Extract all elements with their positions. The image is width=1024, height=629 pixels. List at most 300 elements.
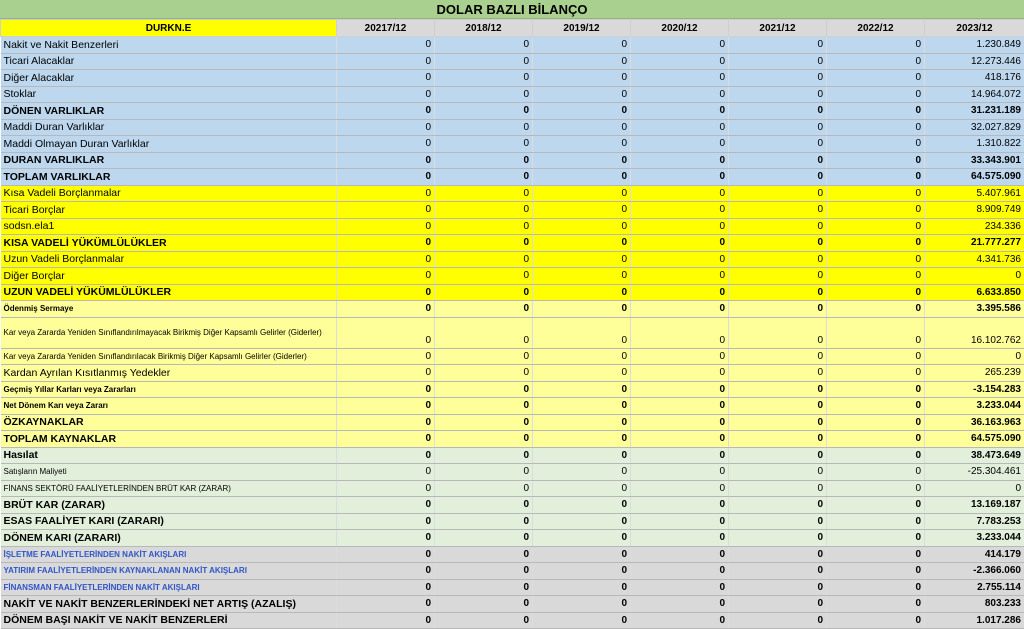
value-cell[interactable]: 0 [533, 119, 631, 136]
value-cell[interactable]: 0 [827, 185, 925, 202]
value-cell[interactable]: 0 [337, 136, 435, 153]
value-cell[interactable]: 31.231.189 [925, 103, 1024, 120]
value-cell[interactable]: 0 [631, 546, 729, 563]
value-cell[interactable]: 0 [533, 398, 631, 415]
value-cell[interactable]: 0 [435, 414, 533, 431]
value-cell[interactable]: 0 [729, 414, 827, 431]
row-label-cell[interactable]: TOPLAM VARLIKLAR [1, 169, 337, 186]
ticker-header[interactable]: DURKN.E [1, 20, 337, 37]
value-cell[interactable]: 0 [337, 37, 435, 54]
value-cell[interactable]: 0 [533, 464, 631, 481]
table-row [1, 284, 1024, 301]
value-cell[interactable]: 0 [337, 381, 435, 398]
value-cell[interactable]: 0 [337, 546, 435, 563]
value-cell[interactable]: 0 [827, 251, 925, 268]
table-row [1, 136, 1024, 153]
row-label-cell[interactable]: Ticari Alacaklar [1, 53, 337, 70]
value-cell[interactable]: 0 [435, 431, 533, 448]
value-cell[interactable]: 0 [729, 596, 827, 613]
value-cell[interactable]: 0 [631, 185, 729, 202]
period-header[interactable]: 2021/12 [729, 20, 827, 37]
value-cell[interactable]: 0 [533, 202, 631, 219]
value-cell[interactable]: 0 [533, 268, 631, 285]
value-cell[interactable]: 0 [533, 70, 631, 87]
value-cell[interactable]: 0 [729, 136, 827, 153]
value-cell[interactable]: 234.336 [925, 218, 1024, 235]
value-cell[interactable]: 0 [435, 86, 533, 103]
value-cell[interactable]: 0 [631, 464, 729, 481]
value-cell[interactable]: 0 [435, 464, 533, 481]
value-cell[interactable]: 0 [337, 53, 435, 70]
row-label-cell[interactable]: YATIRIM FAALİYETLERİNDEN KAYNAKLANAN NAKİT AKIŞLARI [1, 563, 337, 580]
value-cell[interactable]: 0 [533, 431, 631, 448]
value-cell[interactable]: -3.154.283 [925, 381, 1024, 398]
row-label-cell[interactable]: TOPLAM KAYNAKLAR [1, 431, 337, 448]
value-cell[interactable]: 0 [337, 301, 435, 318]
row-label-cell[interactable]: Ödenmiş Sermaye [1, 301, 337, 318]
value-cell[interactable]: 265.239 [925, 365, 1024, 382]
value-cell[interactable]: 0 [435, 317, 533, 348]
value-cell[interactable]: 0 [435, 53, 533, 70]
value-cell[interactable]: 0 [533, 103, 631, 120]
row-label-cell[interactable]: İŞLETME FAALİYETLERİNDEN NAKİT AKIŞLARI [1, 546, 337, 563]
value-cell[interactable]: 414.179 [925, 546, 1024, 563]
value-cell[interactable]: 0 [533, 136, 631, 153]
value-cell[interactable]: 0 [533, 169, 631, 186]
value-cell[interactable]: 0 [337, 579, 435, 596]
value-cell[interactable]: 0 [827, 596, 925, 613]
value-cell[interactable]: 0 [827, 381, 925, 398]
value-cell[interactable]: 0 [631, 53, 729, 70]
value-cell[interactable]: 0 [337, 86, 435, 103]
value-cell[interactable]: 2.755.114 [925, 579, 1024, 596]
row-label-cell[interactable]: Net Dönem Karı veya Zararı [1, 398, 337, 415]
value-cell[interactable]: 0 [729, 431, 827, 448]
value-cell[interactable]: 0 [827, 37, 925, 54]
value-cell[interactable]: 0 [827, 202, 925, 219]
value-cell[interactable]: 0 [631, 381, 729, 398]
value-cell[interactable]: 0 [337, 152, 435, 169]
value-cell[interactable]: 0 [337, 119, 435, 136]
value-cell[interactable]: 1.230.849 [925, 37, 1024, 54]
value-cell[interactable]: 0 [435, 169, 533, 186]
value-cell[interactable]: 0 [533, 414, 631, 431]
value-cell[interactable]: 0 [729, 464, 827, 481]
value-cell[interactable]: 64.575.090 [925, 169, 1024, 186]
value-cell[interactable]: 32.027.829 [925, 119, 1024, 136]
row-label-cell[interactable]: Kar veya Zararda Yeniden Sınıflandırılacak Birikmiş Diğer Kapsamlı Gelirler (Giderler) [1, 348, 337, 365]
value-cell[interactable]: 0 [337, 563, 435, 580]
row-label-cell[interactable]: Ticari Borçlar [1, 202, 337, 219]
value-cell[interactable]: 38.473.649 [925, 447, 1024, 464]
period-header[interactable]: 2019/12 [533, 20, 631, 37]
row-label-cell[interactable]: Kısa Vadeli Borçlanmalar [1, 185, 337, 202]
value-cell[interactable]: 0 [435, 235, 533, 252]
value-cell[interactable]: 0 [729, 497, 827, 514]
value-cell[interactable]: 0 [729, 185, 827, 202]
value-cell[interactable]: 0 [533, 152, 631, 169]
value-cell[interactable]: 0 [435, 251, 533, 268]
value-cell[interactable]: 0 [631, 268, 729, 285]
value-cell[interactable]: 7.783.253 [925, 513, 1024, 530]
value-cell[interactable]: 0 [435, 579, 533, 596]
period-header[interactable]: 2023/12 [925, 20, 1024, 37]
value-cell[interactable]: 0 [435, 398, 533, 415]
value-cell[interactable]: 0 [631, 317, 729, 348]
value-cell[interactable]: 21.777.277 [925, 235, 1024, 252]
value-cell[interactable]: 0 [631, 37, 729, 54]
value-cell[interactable]: 0 [827, 169, 925, 186]
value-cell[interactable]: 0 [827, 480, 925, 497]
value-cell[interactable]: 0 [337, 530, 435, 547]
value-cell[interactable]: 0 [435, 530, 533, 547]
value-cell[interactable]: 0 [631, 218, 729, 235]
value-cell[interactable]: 0 [827, 301, 925, 318]
value-cell[interactable]: 0 [631, 596, 729, 613]
value-cell[interactable]: 0 [631, 579, 729, 596]
value-cell[interactable]: 1.017.286 [925, 612, 1024, 629]
table-row [1, 365, 1024, 382]
value-cell[interactable]: 0 [337, 414, 435, 431]
value-cell[interactable]: 0 [827, 136, 925, 153]
value-cell[interactable]: 0 [827, 579, 925, 596]
value-cell[interactable]: 0 [337, 464, 435, 481]
table-row [1, 268, 1024, 285]
value-cell[interactable]: 0 [631, 497, 729, 514]
value-cell[interactable]: 0 [533, 513, 631, 530]
value-cell[interactable]: 0 [435, 497, 533, 514]
value-cell[interactable]: 0 [533, 480, 631, 497]
row-label-cell[interactable]: Diğer Borçlar [1, 268, 337, 285]
period-header[interactable]: 20217/12 [337, 20, 435, 37]
value-cell[interactable]: 0 [533, 579, 631, 596]
value-cell[interactable]: 0 [827, 103, 925, 120]
value-cell[interactable]: -25.304.461 [925, 464, 1024, 481]
value-cell[interactable]: 0 [435, 546, 533, 563]
value-cell[interactable]: 0 [533, 447, 631, 464]
row-label-cell[interactable]: DÖNEM BAŞI NAKİT VE NAKİT BENZERLERİ [1, 612, 337, 629]
value-cell[interactable]: 0 [631, 348, 729, 365]
row-label-cell[interactable]: ESAS FAALİYET KARI (ZARARI) [1, 513, 337, 530]
row-label-cell[interactable]: Nakit ve Nakit Benzerleri [1, 37, 337, 54]
value-cell[interactable]: 0 [435, 480, 533, 497]
value-cell[interactable]: 0 [827, 235, 925, 252]
value-cell[interactable]: 0 [533, 185, 631, 202]
value-cell[interactable]: 0 [729, 268, 827, 285]
value-cell[interactable]: 0 [729, 37, 827, 54]
value-cell[interactable]: 0 [827, 365, 925, 382]
value-cell[interactable]: 12.273.446 [925, 53, 1024, 70]
row-label-cell[interactable]: DURAN VARLIKLAR [1, 152, 337, 169]
value-cell[interactable]: 0 [337, 612, 435, 629]
value-cell[interactable]: 0 [631, 530, 729, 547]
value-cell[interactable]: 0 [337, 268, 435, 285]
value-cell[interactable]: 0 [827, 497, 925, 514]
value-cell[interactable]: 0 [337, 447, 435, 464]
value-cell[interactable]: 0 [631, 447, 729, 464]
value-cell[interactable]: 1.310.822 [925, 136, 1024, 153]
value-cell[interactable]: 0 [533, 530, 631, 547]
value-cell[interactable]: 0 [435, 218, 533, 235]
value-cell[interactable]: 0 [925, 268, 1024, 285]
row-label-cell[interactable]: KISA VADELİ YÜKÜMLÜLÜKLER [1, 235, 337, 252]
value-cell[interactable]: 0 [827, 53, 925, 70]
value-cell[interactable]: 16.102.762 [925, 317, 1024, 348]
value-cell[interactable]: 3.233.044 [925, 398, 1024, 415]
table-row [1, 70, 1024, 87]
value-cell[interactable]: 0 [337, 398, 435, 415]
value-cell[interactable]: 0 [533, 563, 631, 580]
value-cell[interactable]: 0 [631, 136, 729, 153]
sheet-title: DOLAR BAZLI BİLANÇO [0, 0, 1024, 19]
value-cell[interactable]: 0 [337, 218, 435, 235]
value-cell[interactable]: 0 [729, 317, 827, 348]
value-cell[interactable]: 0 [435, 348, 533, 365]
value-cell[interactable]: 0 [827, 563, 925, 580]
value-cell[interactable]: 0 [631, 152, 729, 169]
value-cell[interactable]: 0 [631, 431, 729, 448]
value-cell[interactable]: 0 [729, 86, 827, 103]
period-header[interactable]: 2022/12 [827, 20, 925, 37]
value-cell[interactable]: 0 [533, 317, 631, 348]
value-cell[interactable]: 0 [729, 365, 827, 382]
table-row [1, 612, 1024, 629]
value-cell[interactable]: 0 [435, 381, 533, 398]
value-cell[interactable]: 0 [435, 268, 533, 285]
value-cell[interactable]: 0 [337, 251, 435, 268]
value-cell[interactable]: 0 [435, 185, 533, 202]
value-cell[interactable]: 0 [631, 70, 729, 87]
value-cell[interactable]: 0 [827, 70, 925, 87]
row-label-cell[interactable]: Stoklar [1, 86, 337, 103]
table-row [1, 103, 1024, 120]
value-cell[interactable]: 0 [337, 185, 435, 202]
row-label-cell[interactable]: Uzun Vadeli Borçlanmalar [1, 251, 337, 268]
value-cell[interactable]: 0 [435, 202, 533, 219]
row-label-cell[interactable]: Maddi Duran Varlıklar [1, 119, 337, 136]
value-cell[interactable]: 0 [435, 563, 533, 580]
value-cell[interactable]: 0 [435, 612, 533, 629]
row-label-cell[interactable]: NAKİT VE NAKİT BENZERLERİNDEKİ NET ARTIŞ (AZALIŞ) [1, 596, 337, 613]
value-cell[interactable]: 0 [533, 86, 631, 103]
value-cell[interactable]: 0 [827, 268, 925, 285]
value-cell[interactable]: 0 [337, 596, 435, 613]
table-row [1, 218, 1024, 235]
value-cell[interactable]: 0 [729, 218, 827, 235]
value-cell[interactable]: 33.343.901 [925, 152, 1024, 169]
value-cell[interactable]: 0 [533, 251, 631, 268]
value-cell[interactable]: 0 [631, 513, 729, 530]
value-cell[interactable]: 0 [827, 317, 925, 348]
value-cell[interactable]: 0 [729, 381, 827, 398]
value-cell[interactable]: 0 [729, 169, 827, 186]
value-cell[interactable]: 0 [729, 251, 827, 268]
value-cell[interactable]: 0 [827, 348, 925, 365]
value-cell[interactable]: 5.407.961 [925, 185, 1024, 202]
value-cell[interactable]: 0 [533, 235, 631, 252]
row-label-cell[interactable]: Diğer Alacaklar [1, 70, 337, 87]
value-cell[interactable]: 0 [827, 119, 925, 136]
value-cell[interactable]: 0 [435, 301, 533, 318]
value-cell[interactable]: 0 [533, 381, 631, 398]
value-cell[interactable]: 0 [827, 86, 925, 103]
value-cell[interactable]: 0 [631, 235, 729, 252]
value-cell[interactable]: 0 [827, 546, 925, 563]
value-cell[interactable]: 0 [435, 365, 533, 382]
value-cell[interactable]: 0 [729, 235, 827, 252]
value-cell[interactable]: 0 [729, 563, 827, 580]
value-cell[interactable]: 0 [337, 513, 435, 530]
value-cell[interactable]: 0 [729, 579, 827, 596]
value-cell[interactable]: 0 [435, 37, 533, 54]
value-cell[interactable]: 3.395.586 [925, 301, 1024, 318]
value-cell[interactable]: 0 [435, 152, 533, 169]
value-cell[interactable]: 0 [337, 431, 435, 448]
value-cell[interactable]: 0 [729, 348, 827, 365]
value-cell[interactable]: 0 [533, 497, 631, 514]
value-cell[interactable]: 13.169.187 [925, 497, 1024, 514]
value-cell[interactable]: 0 [827, 152, 925, 169]
value-cell[interactable]: 0 [729, 119, 827, 136]
value-cell[interactable]: 0 [337, 103, 435, 120]
value-cell[interactable]: 0 [925, 348, 1024, 365]
value-cell[interactable]: 0 [631, 612, 729, 629]
period-header[interactable]: 2018/12 [435, 20, 533, 37]
value-cell[interactable]: 0 [729, 284, 827, 301]
value-cell[interactable]: 0 [729, 398, 827, 415]
value-cell[interactable]: 0 [729, 546, 827, 563]
row-label-cell[interactable]: UZUN VADELİ YÜKÜMLÜLÜKLER [1, 284, 337, 301]
row-label-cell[interactable]: Kardan Ayrılan Kısıtlanmış Yedekler [1, 365, 337, 382]
value-cell[interactable]: 0 [337, 202, 435, 219]
value-cell[interactable]: 418.176 [925, 70, 1024, 87]
value-cell[interactable]: 0 [827, 218, 925, 235]
table-row [1, 152, 1024, 169]
value-cell[interactable]: 0 [435, 136, 533, 153]
value-cell[interactable]: 0 [435, 284, 533, 301]
value-cell[interactable]: 0 [337, 70, 435, 87]
value-cell[interactable]: 0 [729, 530, 827, 547]
value-cell[interactable]: 0 [533, 612, 631, 629]
value-cell[interactable]: 8.909.749 [925, 202, 1024, 219]
value-cell[interactable]: 0 [729, 70, 827, 87]
value-cell[interactable]: 0 [827, 414, 925, 431]
value-cell[interactable]: 0 [729, 513, 827, 530]
row-label-cell[interactable]: sodsn.ela1 [1, 218, 337, 235]
value-cell[interactable]: 0 [827, 284, 925, 301]
value-cell[interactable]: 0 [631, 202, 729, 219]
value-cell[interactable]: 0 [631, 398, 729, 415]
balance-sheet-table [0, 19, 1024, 629]
value-cell[interactable]: 0 [337, 348, 435, 365]
value-cell[interactable]: 0 [827, 513, 925, 530]
value-cell[interactable]: -2.366.060 [925, 563, 1024, 580]
value-cell[interactable]: 0 [533, 596, 631, 613]
row-label-cell[interactable]: BRÜT KAR (ZARAR) [1, 497, 337, 514]
value-cell[interactable]: 0 [827, 398, 925, 415]
value-cell[interactable]: 0 [435, 447, 533, 464]
value-cell[interactable]: 0 [827, 464, 925, 481]
value-cell[interactable]: 0 [631, 480, 729, 497]
value-cell[interactable]: 0 [435, 70, 533, 87]
value-cell[interactable]: 0 [337, 284, 435, 301]
row-label-cell[interactable]: FİNANS SEKTÖRÜ FAALİYETLERİNDEN BRÜT KAR (ZARAR) [1, 480, 337, 497]
row-label-cell[interactable]: Geçmiş Yıllar Karları veya Zararları [1, 381, 337, 398]
value-cell[interactable]: 0 [925, 480, 1024, 497]
row-label-cell[interactable]: Hasılat [1, 447, 337, 464]
value-cell[interactable]: 0 [337, 235, 435, 252]
value-cell[interactable]: 0 [533, 218, 631, 235]
value-cell[interactable]: 0 [435, 596, 533, 613]
row-label-cell[interactable]: ÖZKAYNAKLAR [1, 414, 337, 431]
value-cell[interactable]: 0 [631, 563, 729, 580]
row-label-cell[interactable]: Maddi Olmayan Duran Varlıklar [1, 136, 337, 153]
value-cell[interactable]: 0 [337, 169, 435, 186]
period-header[interactable]: 2020/12 [631, 20, 729, 37]
row-label-cell[interactable]: DÖNEN VARLIKLAR [1, 103, 337, 120]
value-cell[interactable]: 0 [533, 348, 631, 365]
row-label-cell[interactable]: Kar veya Zararda Yeniden Sınıflandırılmayacak Birikmiş Diğer Kapsamlı Gelirler (Giderler) [1, 317, 337, 348]
value-cell[interactable]: 0 [729, 480, 827, 497]
value-cell[interactable]: 803.233 [925, 596, 1024, 613]
value-cell[interactable]: 0 [729, 103, 827, 120]
value-cell[interactable]: 0 [337, 365, 435, 382]
value-cell[interactable]: 0 [729, 447, 827, 464]
value-cell[interactable]: 0 [533, 37, 631, 54]
value-cell[interactable]: 0 [631, 284, 729, 301]
value-cell[interactable]: 0 [533, 365, 631, 382]
value-cell[interactable]: 0 [631, 86, 729, 103]
value-cell[interactable]: 0 [631, 301, 729, 318]
value-cell[interactable]: 0 [337, 317, 435, 348]
value-cell[interactable]: 0 [337, 480, 435, 497]
value-cell[interactable]: 0 [533, 301, 631, 318]
value-cell[interactable]: 0 [631, 119, 729, 136]
value-cell[interactable]: 0 [631, 251, 729, 268]
value-cell[interactable]: 0 [729, 612, 827, 629]
value-cell[interactable]: 0 [827, 530, 925, 547]
value-cell[interactable]: 0 [631, 169, 729, 186]
value-cell[interactable]: 0 [435, 119, 533, 136]
value-cell[interactable]: 0 [631, 414, 729, 431]
value-cell[interactable]: 0 [533, 546, 631, 563]
value-cell[interactable]: 0 [729, 202, 827, 219]
row-label-cell[interactable]: DÖNEM KARI (ZARARI) [1, 530, 337, 547]
value-cell[interactable]: 0 [533, 284, 631, 301]
value-cell[interactable]: 0 [729, 152, 827, 169]
value-cell[interactable]: 3.233.044 [925, 530, 1024, 547]
value-cell[interactable]: 0 [435, 103, 533, 120]
value-cell[interactable]: 0 [827, 431, 925, 448]
row-label-cell[interactable]: FİNANSMAN FAALİYETLERİNDEN NAKİT AKIŞLARI [1, 579, 337, 596]
table-row [1, 447, 1024, 464]
value-cell[interactable]: 0 [827, 612, 925, 629]
value-cell[interactable]: 0 [533, 53, 631, 70]
value-cell[interactable]: 6.633.850 [925, 284, 1024, 301]
value-cell[interactable]: 0 [729, 301, 827, 318]
value-cell[interactable]: 0 [827, 447, 925, 464]
value-cell[interactable]: 0 [631, 365, 729, 382]
value-cell[interactable]: 0 [729, 53, 827, 70]
value-cell[interactable]: 14.964.072 [925, 86, 1024, 103]
row-label-cell[interactable]: Satışların Maliyeti [1, 464, 337, 481]
value-cell[interactable]: 4.341.736 [925, 251, 1024, 268]
value-cell[interactable]: 36.163.963 [925, 414, 1024, 431]
value-cell[interactable]: 0 [631, 103, 729, 120]
value-cell[interactable]: 0 [435, 513, 533, 530]
value-cell[interactable]: 0 [337, 497, 435, 514]
value-cell[interactable]: 64.575.090 [925, 431, 1024, 448]
